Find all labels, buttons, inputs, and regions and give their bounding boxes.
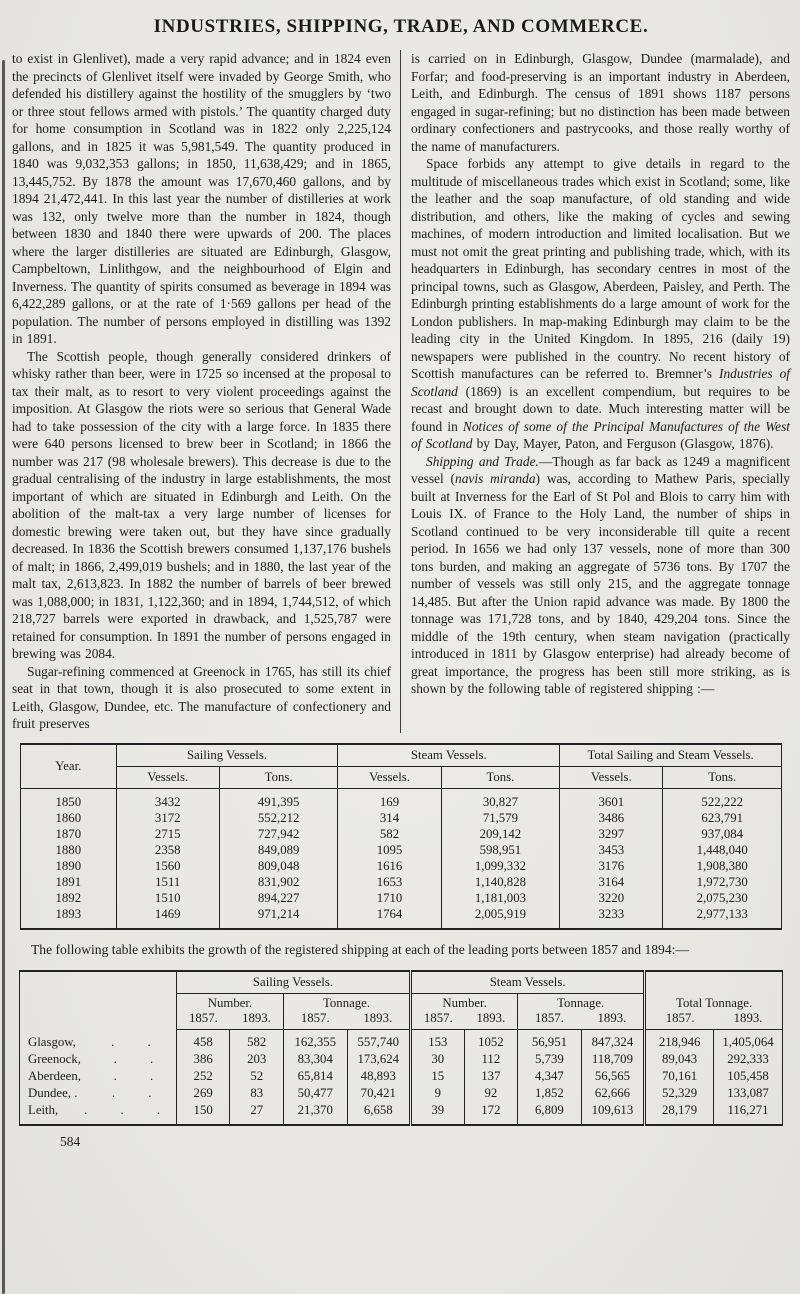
value-cell: 1,972,730 (663, 874, 782, 890)
column-group-total-blank (645, 971, 783, 994)
column-group-total-vessels: Total Sailing and Steam Vessels. (560, 744, 782, 767)
ports-shipping-table-header (20, 971, 783, 1030)
paragraph (411, 453, 790, 698)
value-cell: 1,140,828 (441, 874, 560, 890)
paragraph (12, 50, 391, 348)
value-cell: 203 (230, 1051, 284, 1068)
value-cell: 153 (411, 1030, 465, 1052)
value-cell: 83 (230, 1085, 284, 1102)
ports-shipping-table-body (20, 1030, 783, 1126)
column-group-sailing-vessels: Sailing Vessels. (116, 744, 338, 767)
value-cell: 1,405,064 (714, 1030, 783, 1052)
value-cell: 71,579 (441, 810, 560, 826)
value-cell: 2,977,133 (663, 906, 782, 929)
column-header-sailing-number (176, 994, 283, 1030)
value-cell: 112 (464, 1051, 518, 1068)
port-name-cell (20, 1102, 176, 1124)
value-cell: 30,827 (441, 788, 560, 810)
dot-leader: . . (113, 1052, 154, 1066)
subheader-year-1893: 1893. (733, 1010, 763, 1025)
value-cell: 623,791 (663, 810, 782, 826)
text-run: is carried on in Edinburgh, Glasgow, Dundee (marmalade), and Forfar; and food-preserving is an important industry in Aberdeen, Leith, and Edinburgh. The census of 1891 shows 1187 persons engaged in sugar-refining; but no distinction has been made between ordinary confectioners and pastrycooks, and those really worthy of the name of manufacturers. (411, 51, 790, 154)
shipping-table-row (21, 906, 782, 929)
ports-shipping-table (19, 970, 783, 1126)
subheader-year-1893: 1893. (476, 1011, 506, 1025)
value-cell: 173,624 (347, 1051, 411, 1068)
port-name-cell (20, 1068, 176, 1085)
value-cell: 70,161 (645, 1068, 714, 1085)
value-cell: 27 (230, 1102, 284, 1125)
value-cell: 582 (338, 826, 441, 842)
column-header-steam-number (411, 994, 518, 1030)
value-cell: 50,477 (284, 1085, 348, 1102)
value-cell: 937,084 (663, 826, 782, 842)
column-header-sailing-vessels-count: Vessels. (116, 766, 219, 788)
year-cell: 1850 (55, 794, 82, 809)
value-cell: 582 (230, 1030, 284, 1052)
subheader-year-1893: 1893. (597, 1011, 627, 1025)
text-run: navis miranda (455, 471, 536, 486)
value-cell: 28,179 (645, 1102, 714, 1125)
shipping-table-row (21, 890, 782, 906)
year-cell: 1891 (55, 874, 82, 889)
value-cell: 1,852 (518, 1085, 582, 1102)
registered-shipping-table (20, 743, 782, 930)
value-cell: 3172 (116, 810, 219, 826)
value-cell: 386 (176, 1051, 230, 1068)
value-cell: 89,043 (645, 1051, 714, 1068)
value-cell: 4,347 (518, 1068, 582, 1085)
value-cell: 727,942 (219, 826, 338, 842)
value-cell: 1616 (338, 858, 441, 874)
value-cell: 847,324 (581, 1030, 645, 1052)
value-cell: 1469 (116, 906, 219, 929)
year-cell: 1892 (55, 890, 82, 905)
dot-leader: . . (111, 1086, 152, 1100)
ports-table-intro-text (31, 942, 689, 957)
port-table-row (20, 1085, 783, 1102)
subheader-label: Tonnage. (557, 996, 605, 1010)
value-cell: 1,099,332 (441, 858, 560, 874)
value-cell: 491,395 (219, 788, 338, 810)
column-header-total-tonnage (645, 994, 783, 1030)
subheader-year-1857: 1857. (535, 1011, 564, 1025)
value-cell: 1,908,380 (663, 858, 782, 874)
two-column-text (12, 50, 790, 733)
value-cell: 1764 (338, 906, 441, 929)
subheader-year-1893: 1893. (242, 1011, 271, 1025)
port-name-cell (20, 1030, 176, 1051)
value-cell: 3233 (560, 906, 663, 929)
text-run: The Scottish people, though generally considered drinkers of whisky rather than beer, were in 1725 so incensed at the proposal to tax their malt, as to resort to very violent proceedings against the imposition. At Glasgow the riots were so serious that General Wade had to take possession of the city with a large force. In 1835 there were 640 persons licensed to brew beer in Scotland; in 1866 the number was 217 (98 wholesale brewers). This decrease is due to the gradual centralising of the industry in large establishments, the most important of which are situated in Edinburgh and Leith. On the abolition of the malt-tax a very large number of licenses for domestic brewing were taken out, but they have since gradually decreased. In 1836 the Scottish brewers consumed 1,137,176 bushels of malt; in 1866, 2,499,019 bushels; and in 1880, the last year of the malt tax, 2,613,823. In 1882 the number of barrels of beer brewed was 1,088,000; in 1831, 1,122,360; and in 1894, 1,744,512, of which 218,727 barrels were exported in drawback, and 1,525,787 were retained for consumption. In 1891 the number of persons engaged in brewing was 2084. (12, 348, 391, 661)
value-cell: 1052 (464, 1030, 518, 1052)
value-cell: 70,421 (347, 1085, 411, 1102)
subheader-label: Tonnage. (322, 996, 371, 1010)
port-name: Dundee, . (28, 1086, 78, 1100)
value-cell: 118,709 (581, 1051, 645, 1068)
paragraph (411, 50, 790, 155)
port-name: Greenock, (28, 1052, 81, 1066)
value-cell: 52 (230, 1068, 284, 1085)
value-cell: 150 (176, 1102, 230, 1125)
shipping-table-row (21, 842, 782, 858)
text-run: Space forbids any attempt to give details in regard to the multitude of miscellaneous trades which exist in Scotland; some, like the leather and the soap manufacture, of old standing and wide distribution, and others, like the making of cycles and sewing machines, of modern introduction and limited localisation. But we must not omit the great printing and publishing trade, which, with its headquarters in Edinburgh, has secondary centres in most of the principal towns, such as Glasgow, Aberdeen, Paisley, and Perth. The Edinburgh printing establishments do a large amount of work for the London publishers. In map-making Edinburgh may claim to be the leading city in the United Kingdom. In 1895, 216 (daily 19) newspapers were published in the country. No recent history of Scottish manufactures can be referred to. Bremner’s (411, 156, 790, 381)
value-cell: 15 (411, 1068, 465, 1085)
value-cell: 137 (464, 1068, 518, 1085)
column-header-steam-tons: Tons. (441, 766, 560, 788)
value-cell: 1710 (338, 890, 441, 906)
value-cell: 92 (464, 1085, 518, 1102)
value-cell: 9 (411, 1085, 465, 1102)
value-cell: 6,809 (518, 1102, 582, 1125)
value-cell: 1511 (116, 874, 219, 890)
port-name: Leith, (28, 1103, 59, 1117)
subheader-year-1857: 1857. (300, 1011, 330, 1025)
value-cell: 30 (411, 1051, 465, 1068)
text-run: (1869) is an excellent compendium, but requires to be recast and brought down to date. Much interesting matter will be found in (411, 383, 790, 434)
value-cell: 105,458 (714, 1068, 783, 1085)
value-cell: 552,212 (219, 810, 338, 826)
right-column (401, 50, 790, 733)
value-cell: 252 (176, 1068, 230, 1085)
port-table-row (20, 1102, 783, 1125)
value-cell: 1560 (116, 858, 219, 874)
value-cell: 62,666 (581, 1085, 645, 1102)
column-header-sailing-tons: Tons. (219, 766, 338, 788)
subheader-year-1857: 1857. (665, 1010, 695, 1025)
column-group-steam-vessels: Steam Vessels. (411, 971, 645, 994)
paragraph (12, 348, 391, 663)
text-run: to exist in Glenlivet), made a very rapid advance; and in 1824 even the precincts of Glenlivet itself were invaded by George Smith, who defended his distillery against the hostility of the smugglers by ‘two or three stout fellows armed with pistols.’ The quantity charged duty for home consumption in Scotland was in 1822 only 2,225,124 gallons, and in 1825 it was 5,981,549. The quantity produced in 1840 was 9,032,353 gallons; in 1850, 11,638,429; and in 1865, 13,445,752. By 1878 the amount was 17,670,460 gallons, and by 1894 21,472,441. In this last year the number of distilleries at work was 132, only twelve more than the number in 1824, though between 1830 and 1840 there were upwards of 200. The places where the larger distilleries are situated are Edinburgh, Glasgow, Campbeltown, Linlithgow, and the neighbourhood of Elgin and Inverness. The quantity of spirits consumed as beverage in 1894 was 6,422,289 gallons, or at the rate of 1·569 gallons per head of the population. The number of persons employed in distilling was 1392 in 1891. (12, 51, 391, 346)
value-cell: 209,142 (441, 826, 560, 842)
port-table-row (20, 1051, 783, 1068)
value-cell: 3453 (560, 842, 663, 858)
year-cell: 1860 (55, 810, 82, 825)
year-cell: 1880 (55, 842, 82, 857)
value-cell: 133,087 (714, 1085, 783, 1102)
value-cell: 83,304 (284, 1051, 348, 1068)
value-cell: 3432 (116, 788, 219, 810)
shipping-table-row (21, 874, 782, 890)
page-number: 584 (60, 1134, 81, 1149)
text-run: by Day, Mayer, Paton, and Ferguson (Glasgow, 1876). (472, 436, 774, 451)
value-cell: 1095 (338, 842, 441, 858)
value-cell: 2,075,230 (663, 890, 782, 906)
value-cell: 831,902 (219, 874, 338, 890)
left-column (12, 50, 401, 733)
column-group-steam-vessels: Steam Vessels. (338, 744, 560, 767)
value-cell: 3176 (560, 858, 663, 874)
registered-shipping-table-header (21, 744, 782, 789)
value-cell: 1,181,003 (441, 890, 560, 906)
ports-table-intro (16, 941, 786, 959)
value-cell: 52,329 (645, 1085, 714, 1102)
value-cell: 218,946 (645, 1030, 714, 1052)
value-cell: 2715 (116, 826, 219, 842)
value-cell: 162,355 (284, 1030, 348, 1052)
text-run: Notices of some of the Principal Manufactures of the West of Scotland (411, 418, 790, 451)
value-cell: 1510 (116, 890, 219, 906)
paragraph (12, 663, 391, 733)
value-cell: 458 (176, 1030, 230, 1052)
subheader-label: Number. (207, 996, 253, 1010)
value-cell: 56,565 (581, 1068, 645, 1085)
value-cell: 314 (338, 810, 441, 826)
value-cell: 3486 (560, 810, 663, 826)
text-run: Sugar-refining commenced at Greenock in 1765, has still its chief seat in that town, though it is also prosecuted to some extent in Leith, Glasgow, Dundee, etc. The manufacture of confectionery and fruit preserves (12, 663, 391, 731)
value-cell: 116,271 (714, 1102, 783, 1125)
year-cell: 1870 (55, 826, 82, 841)
value-cell: 172 (464, 1102, 518, 1125)
dot-leader: . . (111, 1034, 151, 1049)
subheader-year-1857: 1857. (423, 1011, 453, 1025)
value-cell: 809,048 (219, 858, 338, 874)
value-cell: 3601 (560, 788, 663, 810)
paragraph (411, 155, 790, 453)
value-cell: 109,613 (581, 1102, 645, 1125)
shipping-table-row (21, 858, 782, 874)
column-header-year: Year. (21, 744, 117, 789)
page-title: INDUSTRIES, SHIPPING, TRADE, AND COMMERCE. (153, 16, 649, 37)
text-run: —Though as far back as 1249 a magnificent vessel ( (411, 453, 791, 486)
text-run: The following table exhibits the growth of the registered shipping at each of the leading ports between 1857 and 1894:— (31, 941, 689, 957)
column-header-steam-vessels-count: Vessels. (338, 766, 441, 788)
value-cell: 557,740 (347, 1030, 411, 1052)
port-table-row (20, 1030, 783, 1052)
value-cell: 849,089 (219, 842, 338, 858)
subheader-year-1857: 1857. (189, 1011, 218, 1025)
value-cell: 1653 (338, 874, 441, 890)
value-cell: 522,222 (663, 788, 782, 810)
port-name: Aberdeen, (28, 1069, 81, 1083)
port-name-cell (20, 1051, 176, 1068)
value-cell: 292,333 (714, 1051, 783, 1068)
shipping-table-row (21, 810, 782, 826)
value-cell: 894,227 (219, 890, 338, 906)
text-run: Shipping and Trade. (426, 453, 539, 469)
value-cell: 3297 (560, 826, 663, 842)
year-cell: 1890 (55, 858, 82, 873)
value-cell: 269 (176, 1085, 230, 1102)
column-header-sailing-tonnage (284, 994, 411, 1030)
port-name-cell (20, 1085, 176, 1102)
scan-edge-artifact (2, 60, 5, 1294)
value-cell: 3164 (560, 874, 663, 890)
shipping-table-row (21, 826, 782, 842)
registered-shipping-table-body (21, 788, 782, 929)
subheader-year-1893: 1893. (363, 1011, 393, 1025)
column-group-sailing-vessels: Sailing Vessels. (176, 971, 410, 994)
value-cell: 598,951 (441, 842, 560, 858)
value-cell: 5,739 (518, 1051, 582, 1068)
value-cell: 2358 (116, 842, 219, 858)
port-table-row (20, 1068, 783, 1085)
subheader-label: Number. (442, 996, 487, 1010)
dot-leader: . . . (84, 1103, 161, 1117)
value-cell: 2,005,919 (441, 906, 560, 929)
year-cell: 1893 (55, 906, 82, 921)
value-cell: 3220 (560, 890, 663, 906)
subheader-label: Total Tonnage. (676, 995, 753, 1010)
value-cell: 1,448,040 (663, 842, 782, 858)
shipping-table-row (21, 788, 782, 810)
text-run: ) was, according to Mathew Paris, specially built at Inverness for the Earl of St Pol and Blois to carry him with Louis IX. of France to the Holy Land, the number of ships in Scotland continued to be very inconsiderable till quite a recent period. In 1656 we had only 137 vessels, none of more than 300 tons burden, and making an aggregate of 5736 tons. By 1707 the number of vessels was still only 215, and the aggregate tonnage 14,485. But after the Union rapid advance was made. By 1800 the tonnage was 171,728 tons, and by 1840, 429,204 tons. Since the middle of the 19th century, when steam navigation (practically introduced in 1811 by Glasgow enterprise) had already become of great importance, the progress has been still more striking, as is shown by the following table of registered shipping :— (411, 471, 790, 696)
value-cell: 65,814 (284, 1068, 348, 1085)
value-cell: 21,370 (284, 1102, 348, 1125)
column-header-total-vessels-count: Vessels. (560, 766, 663, 788)
value-cell: 6,658 (347, 1102, 411, 1125)
value-cell: 56,951 (518, 1030, 582, 1052)
column-header-ports-blank (20, 971, 177, 1030)
column-header-steam-tonnage (518, 994, 645, 1030)
dot-leader: . . (113, 1069, 154, 1083)
value-cell: 39 (411, 1102, 465, 1125)
text-run: Industries of Scotland (411, 366, 790, 399)
value-cell: 169 (338, 788, 441, 810)
port-name: Glasgow, (28, 1034, 76, 1049)
value-cell: 971,214 (219, 906, 338, 929)
value-cell: 48,893 (347, 1068, 411, 1085)
column-header-total-tons: Tons. (663, 766, 782, 788)
